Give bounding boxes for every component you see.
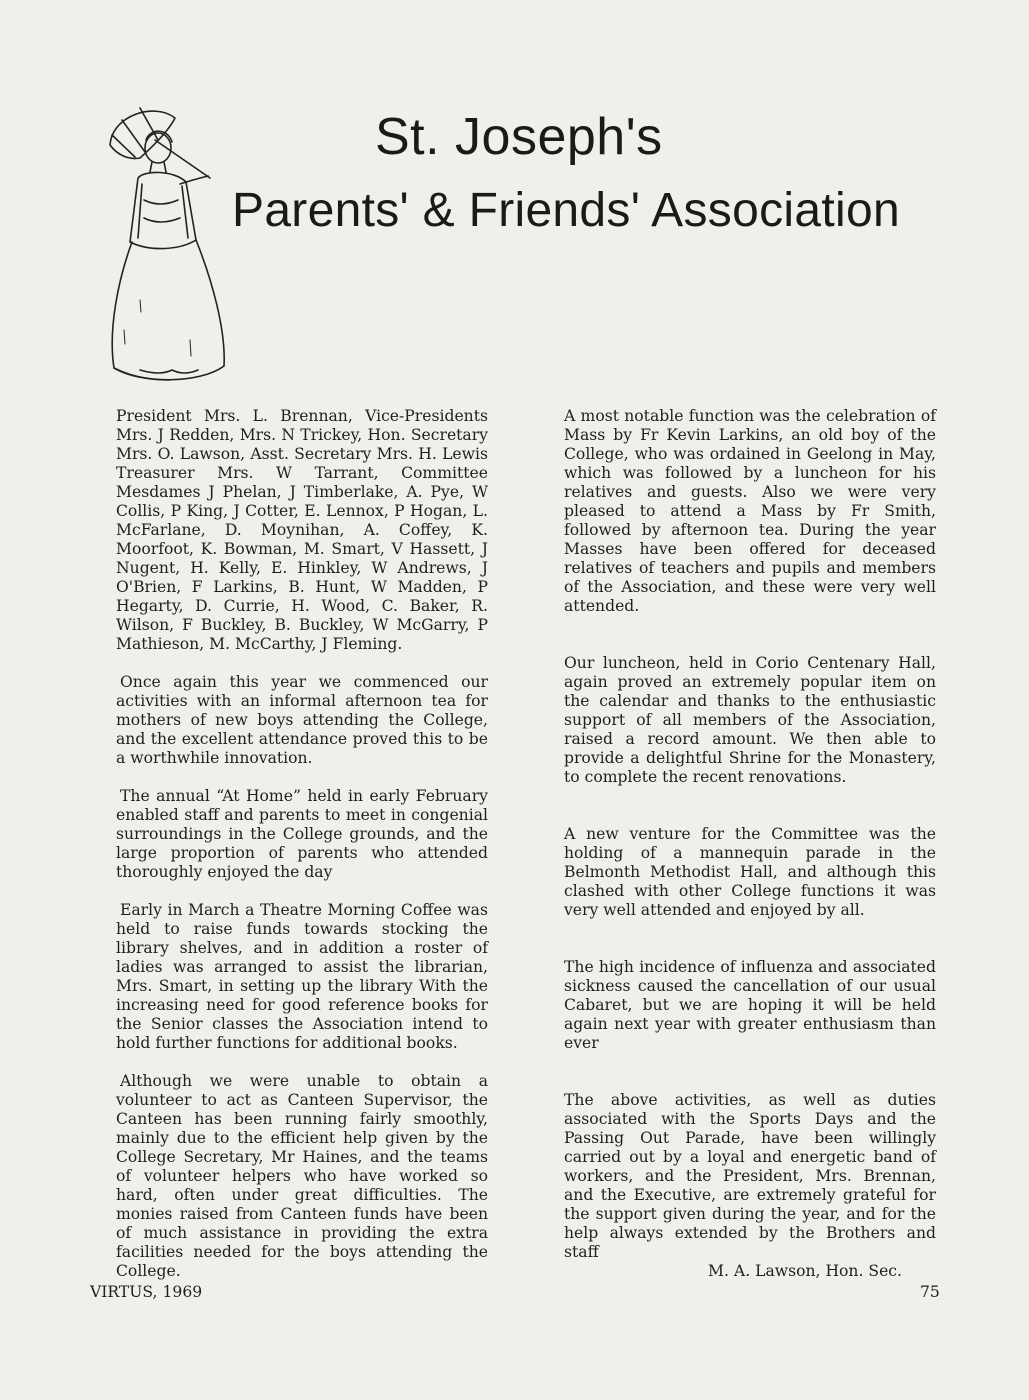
page-title-line-1: St. Joseph's (375, 108, 663, 166)
cabaret-paragraph: The high incidence of influenza and associated sickness caused the cancellation of our usual Cabaret, but we are hoping it will be held again next year with greater enthusiasm than ever (564, 958, 936, 1052)
committee-list-paragraph: President Mrs. L. Brennan, Vice-Presidents Mrs. J Redden, Mrs. N Trickey, Hon. Secretary Mrs. O. Lawson, Asst. Secretary Mrs. H. Lewis Treasurer Mrs. W Tarrant, Committee Mesdames J Phelan, J Timberlake, A. Pye, W Collis, P King, J Cotter, E. Lennox, P Hogan, L. McFarlane, D. Moynihan, A. Coffey, K. Moorfoot, K. Bowman, M. Smart, V Hassett, J Nugent, H. Kelly, E. Hinkley, W Andrews, J O'Brien, F Larkins, B. Hunt, W Madden, P Hegarty, D. Currie, H. Wood, C. Baker, R. Wilson, F Buckley, B. Buckley, W McGarry, P Mathieson, M. McCarthy, J Fleming. (116, 407, 488, 653)
lady-with-parasol-illustration (100, 100, 240, 390)
activities-paragraph: The above activities, as well as duties associated with the Sports Days and the Passing Out Parade, have been willingly carried out by a loyal and energetic band of workers, and the President, Mrs. Brennan, and the Executive, are extremely grateful for the support given during the year, and for the help always extended by the Brothers and staff (564, 1091, 936, 1261)
theatre-coffee-paragraph: Early in March a Theatre Morning Coffee was held to raise funds towards stocking the library shelves, and in addition a roster of ladies was arranged to assist the librarian, Mrs. Smart, in setting up the library With the increasing need for good reference books for the Senior classes the Association intend to hold further functions for additional books. (116, 901, 488, 1052)
afternoon-tea-paragraph: Once again this year we commenced our activities with an informal afternoon tea for mothers of new boys attending the College, and the excellent attendance proved this to be a worthwhile innovation. (116, 673, 488, 767)
signature: M. A. Lawson, Hon. Sec. (708, 1262, 902, 1280)
mass-paragraph: A most notable function was the celebration of Mass by Fr Kevin Larkins, an old boy of the College, who was ordained in Geelong in May, which was followed by a luncheon for his relatives and guests. Also we were very pleased to attend a Mass by Fr Smith, followed by afternoon tea. During the year Masses have been offered for deceased relatives of teachers and pupils and members of the Association, and these were very well attended. (564, 407, 936, 615)
mannequin-paragraph: A new venture for the Committee was the holding of a mannequin parade in the Belmonth Methodist Hall, and although this clashed with other College functions it was very well attended and enjoyed by all. (564, 825, 936, 919)
left-column (116, 407, 488, 1281)
canteen-paragraph: Although we were unable to obtain a volunteer to act as Canteen Supervisor, the Canteen has been running fairly smoothly, mainly due to the efficient help given by the College Secretary, Mr Haines, and the teams of volunteer helpers who have worked so hard, often under great difficulties. The monies raised from Canteen funds have been of much assistance in providing the extra facilities needed for the boys attending the College. (116, 1072, 488, 1280)
page-title-line-2: Parents' & Friends' Association (232, 184, 900, 237)
right-column (564, 407, 936, 1281)
publication-footer: VIRTUS, 1969 (90, 1283, 203, 1301)
at-home-paragraph: The annual “At Home” held in early February enabled staff and parents to meet in congenial surroundings in the College grounds, and the large proportion of parents who attended thoroughly enjoyed the day (116, 787, 488, 881)
page-number: 75 (920, 1283, 940, 1301)
luncheon-paragraph: Our luncheon, held in Corio Centenary Hall, again proved an extremely popular item on the calendar and thanks to the enthusiastic support of all members of the Association, raised a record amount. We then able to provide a delightful Shrine for the Monastery, to complete the recent renovations. (564, 654, 936, 786)
